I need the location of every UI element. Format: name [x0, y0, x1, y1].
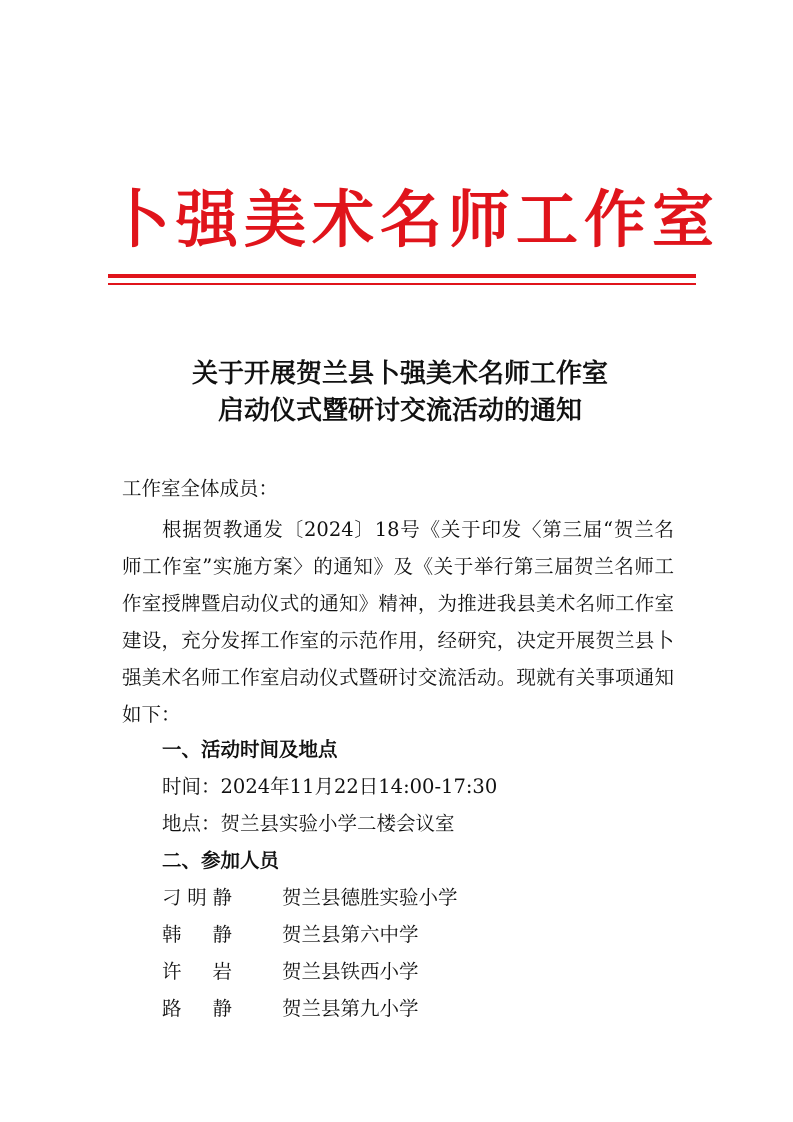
name-char: 静: [212, 997, 232, 1020]
name-char: 路: [162, 997, 182, 1020]
name-char: 岩: [212, 960, 232, 983]
letterhead-rule-thick: [108, 274, 696, 278]
body-paragraph: 根据贺教通发〔2024〕18号《关于印发〈第三届“贺兰名师工作室”实施方案〉的通知》及《关于举行第三届贺兰名师工作室授牌暨启动仪式的通知》精神，为推进我县美术名师工作室建设，充分发挥工作室的示范作用，经研究，决定开展贺兰县卜强美术名师工作室启动仪式暨研讨交流活动。现就有关事项通知如下：: [122, 518, 674, 726]
participant-school: 贺兰县第九小学: [282, 997, 419, 1020]
letterhead-title: 卜强美术名师工作室: [108, 183, 721, 256]
section-2-heading: 二、参加人员: [162, 849, 280, 872]
participant-name: [162, 922, 232, 948]
section-1-heading: 一、活动时间及地点: [162, 738, 338, 761]
participant-school: 贺兰县铁西小学: [282, 960, 419, 983]
letterhead-rule-thin: [108, 283, 696, 285]
participant-name: [162, 885, 232, 911]
event-time: 时间：2024年11月22日14:00-17:30: [162, 775, 498, 798]
participant-name: [162, 996, 232, 1022]
participant-name: [162, 959, 232, 985]
name-char: 刁: [162, 886, 182, 909]
name-char: 许: [162, 960, 182, 983]
name-char: 静: [212, 886, 232, 909]
event-place: 地点：贺兰县实验小学二楼会议室: [162, 812, 455, 835]
name-char: 明: [187, 886, 207, 909]
notice-title-line-1: 关于开展贺兰县卜强美术名师工作室: [191, 359, 608, 389]
name-char: 静: [212, 923, 232, 946]
salutation: 工作室全体成员：: [122, 477, 279, 500]
participant-school: 贺兰县第六中学: [282, 923, 419, 946]
notice-title-line-2: 启动仪式暨研讨交流活动的通知: [217, 396, 582, 426]
name-char: 韩: [162, 923, 182, 946]
participant-school: 贺兰县德胜实验小学: [282, 886, 458, 909]
